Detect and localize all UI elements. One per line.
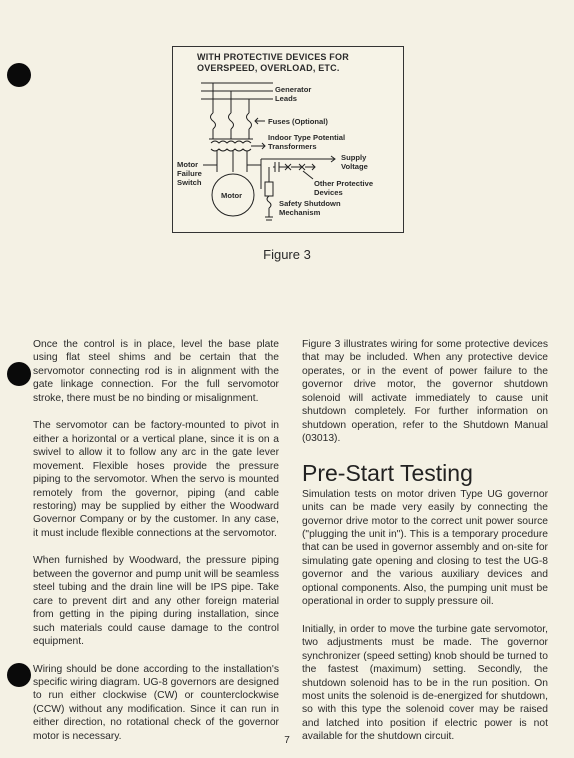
figure-3-wiring-diagram bbox=[172, 46, 404, 233]
label-supply-voltage: Supply Voltage bbox=[341, 153, 368, 171]
label-motor: Motor bbox=[221, 191, 243, 200]
transformer-coil-secondary bbox=[211, 149, 251, 151]
label-generator-leads: Generator Leads bbox=[275, 85, 312, 103]
paragraph: Simulation tests on motor driven Type UG governor units can be made very easily by connecting the governor drive motor to the correct unit power source ("plugging the unit in"). This is a temporary procedure that can be used in governor assembly and on-site for simulating gate opening and closing to test the UG-8 governor and the various auxiliary devices and optional components. Also, the pumping unit must be operational in order to supply pressure oil. bbox=[302, 488, 548, 608]
label-transformers: Indoor Type Potential Transformers bbox=[268, 133, 346, 151]
left-column bbox=[33, 338, 279, 757]
binder-hole-middle bbox=[7, 362, 31, 386]
page-number: 7 bbox=[284, 735, 290, 746]
binder-hole-bottom bbox=[7, 663, 31, 687]
shutdown-solenoid bbox=[265, 182, 273, 196]
binder-hole-top bbox=[7, 63, 31, 87]
transformer-coil-primary bbox=[211, 141, 251, 143]
figure-title: WITH PROTECTIVE DEVICES FOR OVERSPEED, OVERLOAD, ETC. bbox=[197, 52, 349, 73]
paragraph: The servomotor can be factory-mounted to pivot in either a horizontal or a vertical plane, since it is on a swivel to allow it to follow any arc in the gate lever movement. Flexible hoses provide the pressure piping to the servomotor. When the servo is mounted remotely from the governor, piping (and cable restoring) may be supplied by either the Woodward Governor Company or by the customer. In any case, it must include flexible connections at the servomotor. bbox=[33, 420, 279, 539]
fuse-2 bbox=[229, 113, 234, 129]
label-motor-failure-switch: Motor Failure Switch bbox=[177, 160, 202, 187]
paragraph: Once the control is in place, level the base plate using flat steel shims and be certain that the servomotor connecting rod is in alignment with the gate linkage connection. For the full servomotor stroke, there must be no binding or misalignment. bbox=[33, 339, 279, 404]
paragraph: Figure 3 illustrates wiring for some protective devices that may be included. When any protective device operates, or in the event of power failure to the governor drive motor, the governor shutdown solenoid will activate immediately to cause unit shutdown completely. For further information on shutdown operation, refer to the Shutdown Manual (03013). bbox=[302, 339, 548, 445]
section-heading: Pre-Start Testing bbox=[302, 459, 473, 486]
paragraph: When furnished by Woodward, the pressure piping between the governor and pump unit will be seamless steel tubing and the drain line will be IPS pipe. Take care to prevent dirt and any other foreign material from getting in the piping during installation, since such materials could cause damage to the control equipment. bbox=[33, 555, 279, 648]
fuse-1 bbox=[211, 113, 216, 129]
fuse-3 bbox=[247, 113, 252, 129]
paragraph: Initially, in order to move the turbine gate servomotor, two adjustments must be made. The governor synchronizer (speed setting) knob should be turned to the fastest (maximum) setting. Secondly, the shutdown solenoid has to be in the run position. On most units the solenoid is de-energized for shutdown, so with this type the solenoid cover may be raised and latched into position if electric power is not available for the shutdown circuit. bbox=[302, 623, 548, 743]
paragraph: Wiring should be done according to the installation's specific wiring diagram. UG-8 governors are designed to run either clockwise (CW) or counterclockwise (CCW) without any modification. Since it can run in either direction, no rotational check of the governor motor is necessary. bbox=[33, 663, 279, 742]
label-other-devices: Other Protective Devices bbox=[314, 179, 374, 197]
figure-caption: Figure 3 bbox=[263, 247, 311, 262]
label-safety-shutdown: Safety Shutdown Mechanism bbox=[279, 199, 341, 217]
right-column bbox=[302, 338, 548, 758]
label-fuses: Fuses (Optional) bbox=[268, 117, 328, 126]
